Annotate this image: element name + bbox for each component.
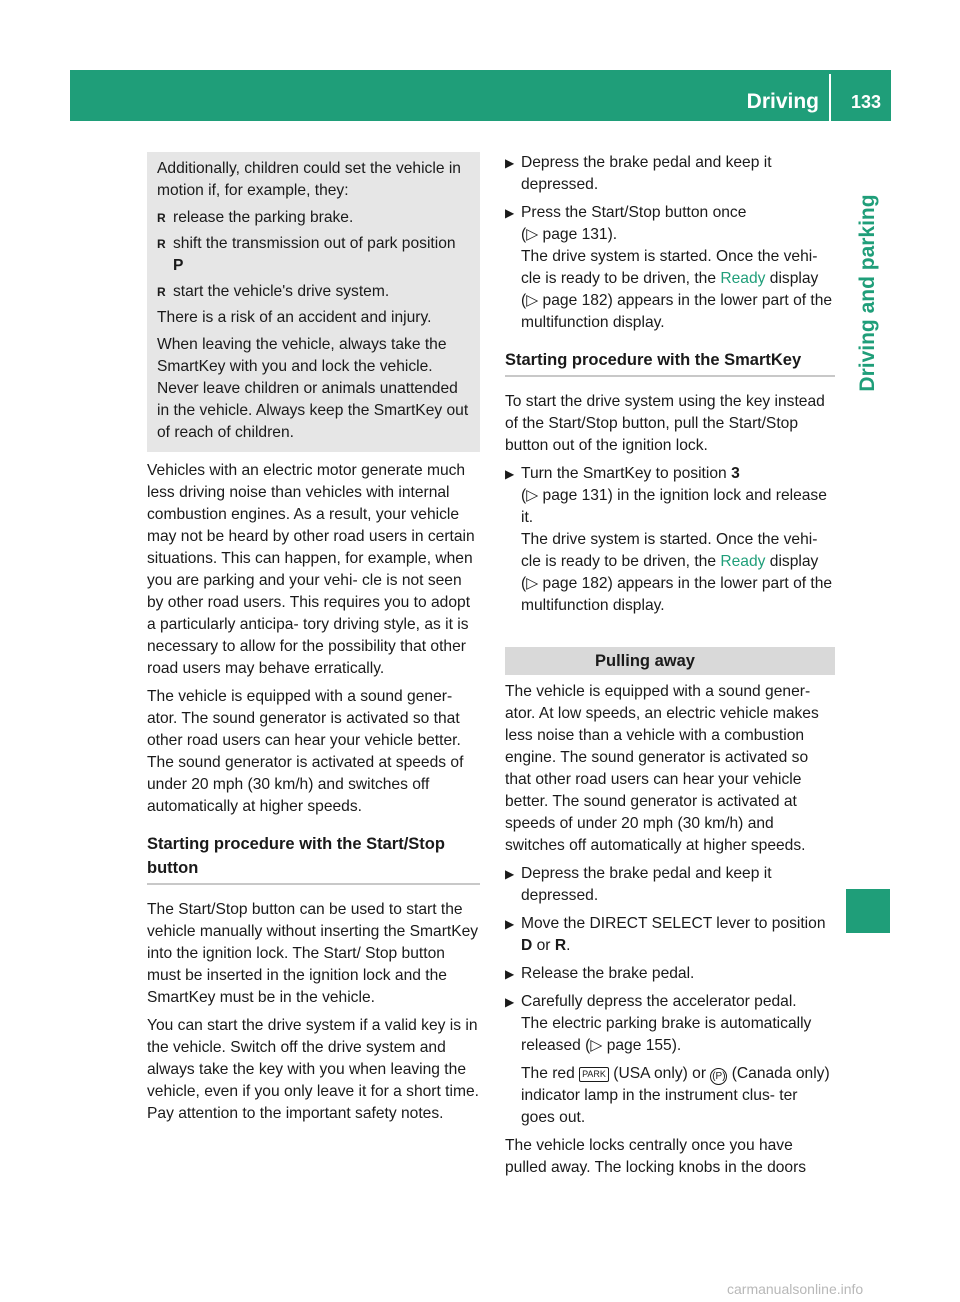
page-number: 133: [850, 92, 881, 112]
step-item: ▶ Carefully depress the accelerator pedal. The electric parking brake is automatically released (▷ page 155). The red PARK (USA only) or (P) (Canada only) indicator lamp in the instrument clus- ter goes out.: [505, 993, 830, 1126]
step-item: ▶ Depress the brake pedal and keep it depressed.: [505, 865, 772, 904]
step-arrow-icon: ▶: [505, 917, 515, 931]
step-arrow-icon: ▶: [505, 156, 515, 170]
paragraph: The vehicle is equipped with a sound gener- ator. At low speeds, an electric vehicle makes less noise than a vehicle with a combustion engine. The sound generator is activated so that other road users can hear your vehicle better. The sound generator is activated at speeds of under 20 mph (30 km/h) and switches off automatically at higher speeds.: [505, 683, 819, 854]
page-ref-icon: ▷: [526, 575, 539, 592]
step-arrow-icon: ▶: [505, 995, 515, 1009]
step-item: ▶ Release the brake pedal.: [505, 963, 835, 985]
paragraph: You can start the drive system if a valid key is in the vehicle. Switch off the drive system and always take the key with you when leaving the vehicle, even if you only leave it for a short time. Pay attention to the important safety notes.: [147, 1017, 479, 1122]
paragraph: Vehicles with an electric motor generate much less driving noise than vehicles with internal combustion engines. As a result, your vehicle may not be heard by other road users in certain situations. This can happen, for example, when you are parking and your vehi- cle is not seen by other road users. This requires you to adopt a particularly anticipa- tory driving style, as it is necessary to allow for the possibility that other road users may behave erratically.: [147, 462, 475, 677]
paragraph: To start the drive system using the key instead of the Start/Stop button, pull the Start/Stop button out of the ignition lock.: [505, 393, 825, 454]
step-arrow-icon: ▶: [505, 206, 515, 220]
step-arrow-icon: ▶: [505, 867, 515, 881]
paragraph: The vehicle is equipped with a sound gener- ator. The sound generator is activated so that other road users can hear your vehicle better. The sound generator is activated at speeds of under 20 mph (30 km/h) and switches off automatically at higher speeds.: [147, 688, 464, 815]
page-ref-icon: ▷: [526, 292, 539, 309]
warning-bullet: R release the parking brake.: [157, 207, 470, 229]
step-arrow-icon: ▶: [505, 967, 515, 981]
warning-advice: When leaving the vehicle, always take the SmartKey with you and lock the vehicle. Never leave children or animals unattended in the vehicle. Always keep the SmartKey out of reach of children.: [157, 336, 469, 441]
side-tab-label: Driving and parking: [856, 194, 879, 392]
page-ref-icon: ▷: [526, 487, 539, 504]
page-ref-icon: ▷: [526, 226, 539, 243]
warning-bullet: R start the vehicle's drive system.: [157, 281, 470, 303]
right-column: [505, 152, 835, 1179]
warning-box: [147, 152, 480, 452]
side-tab: [846, 153, 890, 433]
section-heading-box: Pulling away: [505, 647, 835, 675]
parking-brake-canada-icon: (P): [710, 1068, 727, 1085]
left-column: [147, 152, 480, 1131]
step-item: ▶ Press the Start/Stop button once (▷ page 131). The drive system is started. Once the vehi- cle is ready to be driven, the Ready display (▷ page 182) appears in the lower part of the multifunction display.: [505, 204, 833, 331]
watermark: carmanualsonline.info: [727, 1281, 864, 1297]
section-title: Driving: [746, 90, 819, 113]
warning-intro: Additionally, children could set the vehicle in motion if, for example, they:: [157, 160, 461, 199]
step-item: ▶ Depress the brake pedal and keep it depressed.: [505, 154, 772, 193]
step-arrow-icon: ▶: [505, 467, 515, 481]
warning-bullet: R shift the transmission out of park position P: [157, 233, 470, 277]
header-divider: [829, 74, 831, 121]
side-marker: [846, 889, 890, 933]
header-bar: [70, 70, 891, 121]
ready-display-text: Ready: [720, 270, 766, 287]
ready-display-text: Ready: [720, 553, 766, 570]
page-ref-icon: ▷: [590, 1037, 603, 1054]
park-brake-icon: PARK: [579, 1067, 609, 1082]
step-item: ▶ Move the DIRECT SELECT lever to position D or R.: [505, 915, 826, 954]
section-heading: Starting procedure with the Start/Stop button: [147, 832, 480, 885]
paragraph: The vehicle locks centrally once you have pulled away. The locking knobs in the doors: [505, 1137, 807, 1176]
paragraph: The Start/Stop button can be used to start the vehicle manually without inserting the SmartKey into the ignition lock. The Start/ Stop button must be inserted in the ignition lock and the SmartKey must be in the vehicle.: [147, 901, 479, 1006]
step-item: ▶ Turn the SmartKey to position 3 (▷ page 131) in the ignition lock and release it. The drive system is started. Once the vehi- cle is ready to be driven, the Ready display (▷ page 182) appears in the lower part of the multifunction display.: [505, 465, 833, 614]
section-heading: Starting procedure with the SmartKey: [505, 348, 835, 377]
warning-risk: There is a risk of an accident and injury.: [157, 309, 432, 326]
